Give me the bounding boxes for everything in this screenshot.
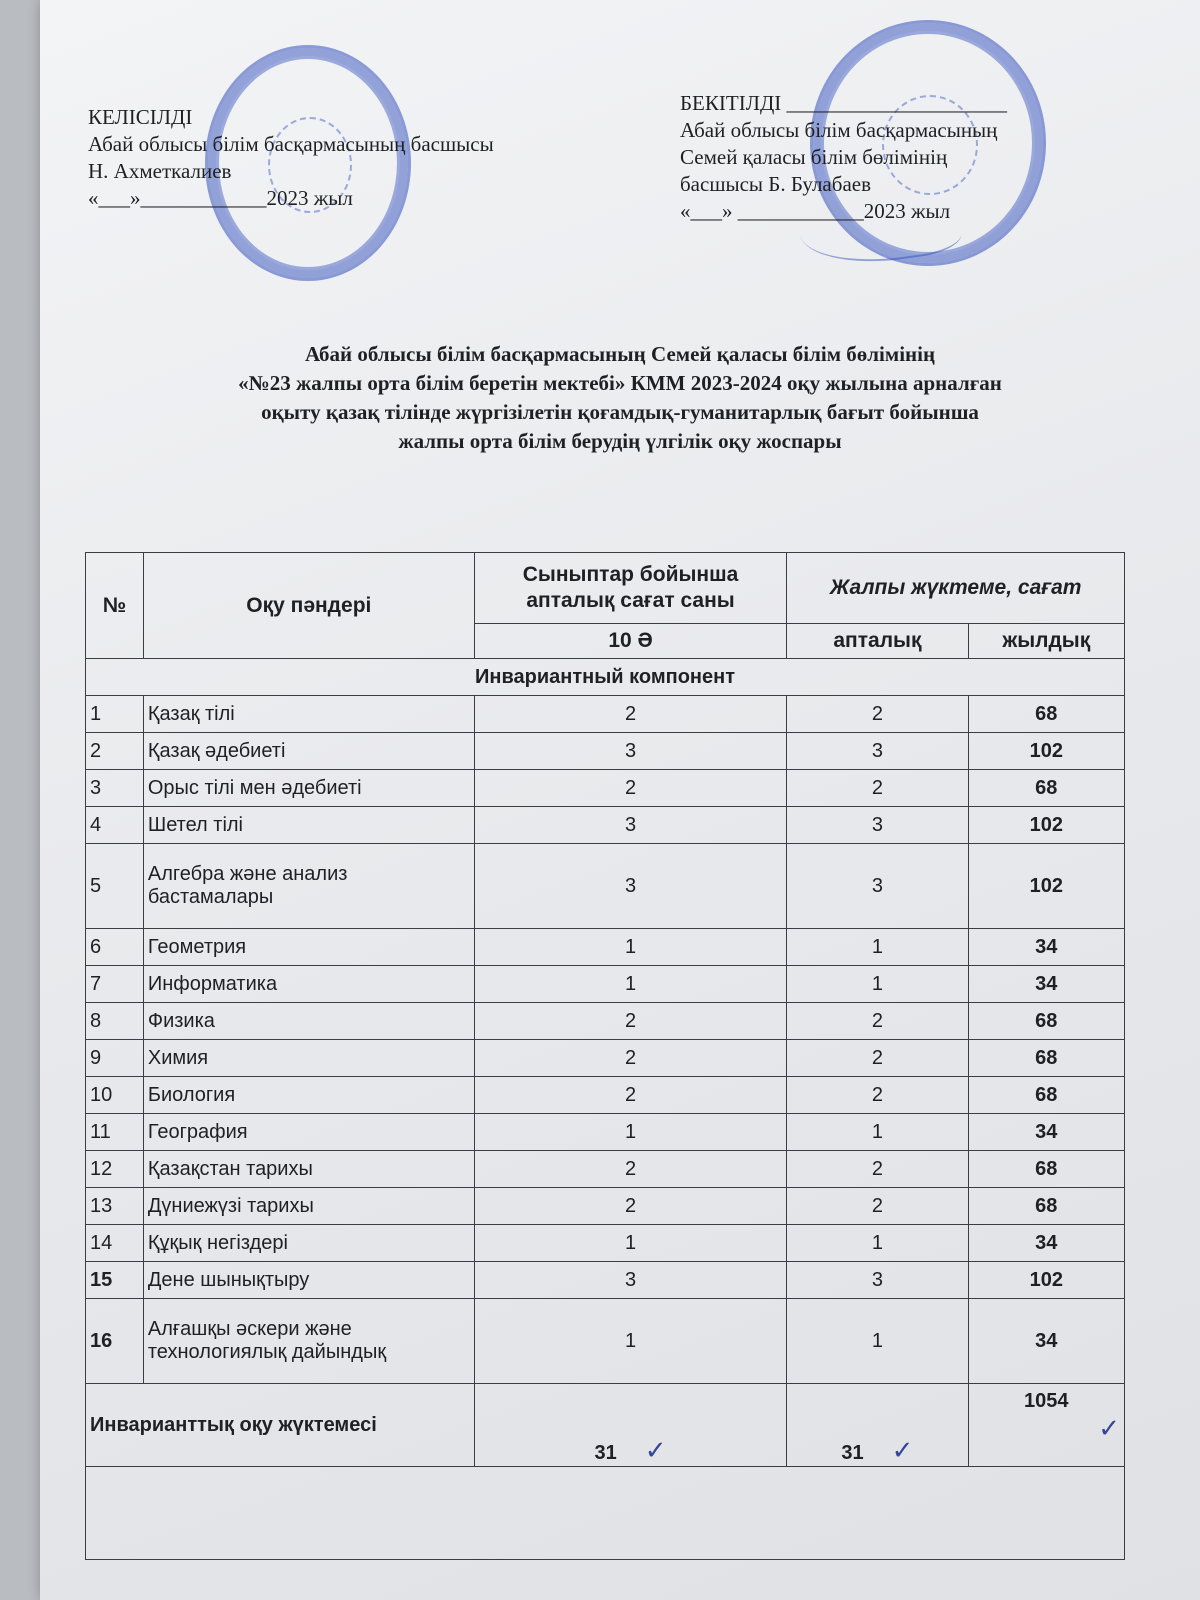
checkmark-icon: ✓ — [1098, 1413, 1120, 1443]
row-subject: Биология — [143, 1077, 474, 1114]
row-subject: Информатика — [143, 966, 474, 1003]
row-number: 10 — [86, 1077, 144, 1114]
row-subject: Алғашқы әскери және технологиялық дайындық — [143, 1299, 474, 1384]
table-row — [86, 807, 1125, 844]
row-yearly: 68 — [968, 1003, 1124, 1040]
row-number: 16 — [86, 1299, 144, 1384]
row-yearly: 68 — [968, 1151, 1124, 1188]
total-weekly — [787, 1384, 968, 1467]
title-line: Абай облысы білім басқармасының Семей қаласы білім бөлімінің — [304, 342, 936, 366]
row-number: 12 — [86, 1151, 144, 1188]
approval-heading: КЕЛІСІЛДІ — [88, 105, 193, 129]
table-row — [86, 770, 1125, 807]
row-class-hours: 2 — [474, 696, 787, 733]
row-yearly: 102 — [968, 733, 1124, 770]
row-yearly: 34 — [968, 1299, 1124, 1384]
blank-cell — [86, 1467, 1125, 1560]
row-subject: Химия — [143, 1040, 474, 1077]
row-weekly: 1 — [787, 929, 968, 966]
row-yearly: 34 — [968, 1114, 1124, 1151]
row-class-hours: 1 — [474, 966, 787, 1003]
header-class-name: 10 Ә — [474, 624, 787, 659]
document-page — [40, 0, 1200, 1600]
row-yearly: 68 — [968, 1077, 1124, 1114]
row-class-hours: 1 — [474, 1114, 787, 1151]
row-number: 8 — [86, 1003, 144, 1040]
row-subject: Дүниежүзі тарихы — [143, 1188, 474, 1225]
row-number: 4 — [86, 807, 144, 844]
approval-line: Н. Ахметкалиев — [88, 159, 232, 183]
document-title — [40, 340, 1200, 456]
row-class-hours: 1 — [474, 1225, 787, 1262]
table-row — [86, 696, 1125, 733]
title-line: оқыту қазақ тілінде жүргізілетін қоғамдық-гуманитарлық бағыт бойынша — [261, 400, 979, 424]
header-yearly: жылдық — [968, 624, 1124, 659]
row-yearly: 68 — [968, 1188, 1124, 1225]
row-class-hours: 2 — [474, 1003, 787, 1040]
row-yearly: 102 — [968, 807, 1124, 844]
section-label: Инвариантный компонент — [86, 659, 1125, 696]
row-number: 2 — [86, 733, 144, 770]
row-weekly: 2 — [787, 1151, 968, 1188]
row-yearly: 68 — [968, 696, 1124, 733]
row-yearly: 102 — [968, 1262, 1124, 1299]
row-weekly: 2 — [787, 1077, 968, 1114]
row-weekly: 1 — [787, 1225, 968, 1262]
row-weekly: 3 — [787, 844, 968, 929]
row-weekly: 2 — [787, 770, 968, 807]
total-label: Инварианттық оқу жүктемесі — [86, 1384, 475, 1467]
row-yearly: 34 — [968, 929, 1124, 966]
total-weekly-value: 31 — [841, 1442, 864, 1464]
row-weekly: 2 — [787, 1003, 968, 1040]
row-yearly: 34 — [968, 1225, 1124, 1262]
row-weekly: 1 — [787, 966, 968, 1003]
row-yearly: 68 — [968, 770, 1124, 807]
row-number: 1 — [86, 696, 144, 733]
row-number: 6 — [86, 929, 144, 966]
checkmark-icon: ✓ — [891, 1435, 914, 1465]
total-row — [86, 1384, 1125, 1467]
title-line: «№23 жалпы орта білім беретін мектебі» КММ 2023-2024 оқу жылына арналған — [238, 371, 1002, 395]
curriculum-table — [85, 552, 1125, 1560]
row-number: 15 — [86, 1262, 144, 1299]
row-yearly: 34 — [968, 966, 1124, 1003]
total-yearly-value: 1054 — [1024, 1390, 1069, 1412]
row-weekly: 2 — [787, 1040, 968, 1077]
row-number: 5 — [86, 844, 144, 929]
header-no: № — [86, 553, 144, 659]
row-weekly: 1 — [787, 1299, 968, 1384]
row-yearly: 102 — [968, 844, 1124, 929]
table-row — [86, 1077, 1125, 1114]
table-row — [86, 1114, 1125, 1151]
table-row — [86, 929, 1125, 966]
row-subject: Құқық негіздері — [143, 1225, 474, 1262]
header-subjects: Оқу пәндері — [143, 553, 474, 659]
approval-date: «___» ____________2023 жыл — [680, 199, 951, 223]
table-row — [86, 1262, 1125, 1299]
table-row — [86, 1003, 1125, 1040]
total-class-hours — [474, 1384, 787, 1467]
row-subject: Орыс тілі мен әдебиеті — [143, 770, 474, 807]
row-yearly: 68 — [968, 1040, 1124, 1077]
row-class-hours: 1 — [474, 929, 787, 966]
row-subject: Геометрия — [143, 929, 474, 966]
row-class-hours: 3 — [474, 733, 787, 770]
row-weekly: 3 — [787, 807, 968, 844]
header-weekly: апталық — [787, 624, 968, 659]
blank-row — [86, 1467, 1125, 1560]
total-yearly — [968, 1384, 1124, 1467]
row-class-hours: 2 — [474, 1077, 787, 1114]
approval-block-approved — [680, 90, 1007, 225]
approval-line: Абай облысы білім басқармасының — [680, 118, 998, 142]
row-class-hours: 2 — [474, 770, 787, 807]
row-class-hours: 2 — [474, 1040, 787, 1077]
title-line: жалпы орта білім берудің үлгілік оқу жоспары — [398, 429, 842, 453]
row-weekly: 2 — [787, 1188, 968, 1225]
table-row — [86, 844, 1125, 929]
row-weekly: 3 — [787, 733, 968, 770]
row-subject: Алгебра және анализ бастамалары — [143, 844, 474, 929]
approval-heading: БЕКІТІЛДІ _____________________ — [680, 91, 1008, 115]
total-class-hours-value: 31 — [594, 1442, 617, 1464]
row-subject: География — [143, 1114, 474, 1151]
approval-line: басшысы Б. Булабаев — [680, 172, 871, 196]
row-weekly: 1 — [787, 1114, 968, 1151]
table-row — [86, 966, 1125, 1003]
row-subject: Қазақ тілі — [143, 696, 474, 733]
row-class-hours: 2 — [474, 1188, 787, 1225]
row-class-hours: 3 — [474, 844, 787, 929]
header-total-load: Жалпы жүктеме, сағат — [787, 553, 1125, 624]
table-row — [86, 1151, 1125, 1188]
table-row — [86, 733, 1125, 770]
table-row — [86, 1225, 1125, 1262]
approval-block-agreed — [88, 104, 494, 212]
row-class-hours: 3 — [474, 807, 787, 844]
row-weekly: 3 — [787, 1262, 968, 1299]
table-row — [86, 1188, 1125, 1225]
table-row — [86, 1299, 1125, 1384]
row-number: 3 — [86, 770, 144, 807]
row-number: 13 — [86, 1188, 144, 1225]
row-subject: Дене шынықтыру — [143, 1262, 474, 1299]
row-subject: Қазақ әдебиеті — [143, 733, 474, 770]
row-number: 7 — [86, 966, 144, 1003]
row-class-hours: 3 — [474, 1262, 787, 1299]
row-number: 11 — [86, 1114, 144, 1151]
table-row — [86, 1040, 1125, 1077]
row-class-hours: 1 — [474, 1299, 787, 1384]
row-weekly: 2 — [787, 696, 968, 733]
row-subject: Шетел тілі — [143, 807, 474, 844]
approval-line: Абай облысы білім басқармасының басшысы — [88, 132, 494, 156]
checkmark-icon: ✓ — [644, 1435, 667, 1465]
row-number: 14 — [86, 1225, 144, 1262]
row-class-hours: 2 — [474, 1151, 787, 1188]
approval-date: «___»____________2023 жыл — [88, 186, 353, 210]
row-subject: Қазақстан тарихы — [143, 1151, 474, 1188]
row-subject: Физика — [143, 1003, 474, 1040]
approval-line: Семей қаласы білім бөлімінің — [680, 145, 948, 169]
header-per-class: Сыныптар бойынша апталық сағат саны — [474, 553, 787, 624]
row-number: 9 — [86, 1040, 144, 1077]
